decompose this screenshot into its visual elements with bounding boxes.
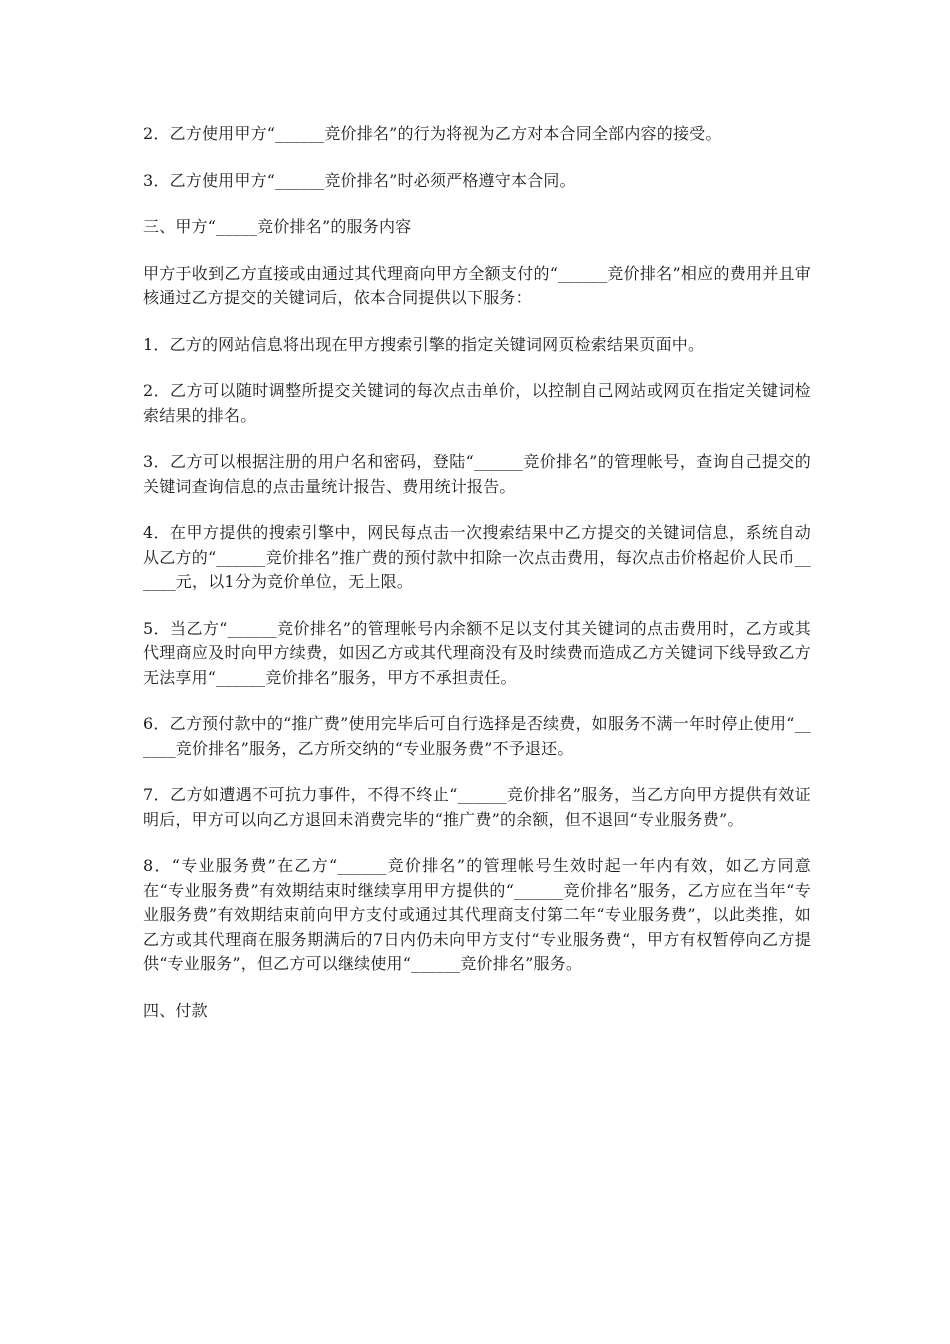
service-item-1: 1．乙方的网站信息将出现在甲方搜索引擎的指定关键词网页检索结果页面中。 [143,334,705,354]
service-item-4: 4．在甲方提供的搜索引擎中，网民每点击一次搜索结果中乙方提交的关键词信息，系统自动从乙方的“______竞价排名”推广费的预付款中扣除一次点击费用，每次点击价格起价人民币______元，以1分为竞价单位，无上限。 [143,523,811,591]
service-item-3: 3．乙方可以根据注册的用户名和密码，登陆“______竞价排名”的管理帐号，查询自己提交的关键词查询信息的点击量统计报告、费用统计报告。 [143,452,811,496]
clause-3-compliance: 3．乙方使用甲方“______竞价排名”时必须严格遵守本合同。 [143,170,576,190]
service-item-6: 6．乙方预付款中的“推广费”使用完毕后可自行选择是否续费，如服务不满一年时停止使用“______竞价排名”服务，乙方所交纳的“专业服务费”不予退还。 [143,714,811,758]
service-item-7: 7．乙方如遭遇不可抗力事件，不得不终止“______竞价排名”服务，当乙方向甲方提供有效证明后，甲方可以向乙方退回未消费完毕的“推广费”的余额，但不退回“专业服务费”。 [143,785,811,829]
clause-2-acceptance: 2．乙方使用甲方“______竞价排名”的行为将视为乙方对本合同全部内容的接受。 [143,124,722,143]
section-heading-payment: 四、付款 [143,1000,208,1020]
document-page [143,122,811,1045]
section-heading-service-content: 三、甲方“_____竞价排名”的服务内容 [143,217,412,236]
service-intro-paragraph: 甲方于收到乙方直接或由通过其代理商向甲方全额支付的“______竞价排名”相应的费用并且审核通过乙方提交的关键词后，依本合同提供以下服务： [143,263,811,307]
service-item-2: 2．乙方可以随时调整所提交关键词的每次点击单价，以控制自己网站或网页在指定关键词检索结果的排名。 [143,381,811,425]
service-item-8: 8．“专业服务费”在乙方“______竞价排名”的管理帐号生效时起一年内有效，如乙方同意在“专业服务费”有效期结束时继续享用甲方提供的“______竞价排名”服务，乙方应在当年“专业服务费”有效期结束前向甲方支付或通过其代理商支付第二年“专业服务费”，以此类推，如乙方或其代理商在服务期满后的7日内仍未向甲方支付“专业服务费“，甲方有权暂停向乙方提供“专业服务”，但乙方可以继续使用“______竞价排名”服务。 [143,856,811,973]
service-item-5: 5．当乙方“______竞价排名”的管理帐号内余额不足以支付其关键词的点击费用时，乙方或其代理商应及时向甲方续费，如因乙方或其代理商没有及时续费而造成乙方关键词下线导致乙方无法享用“______竞价排名”服务，甲方不承担责任。 [143,618,811,687]
